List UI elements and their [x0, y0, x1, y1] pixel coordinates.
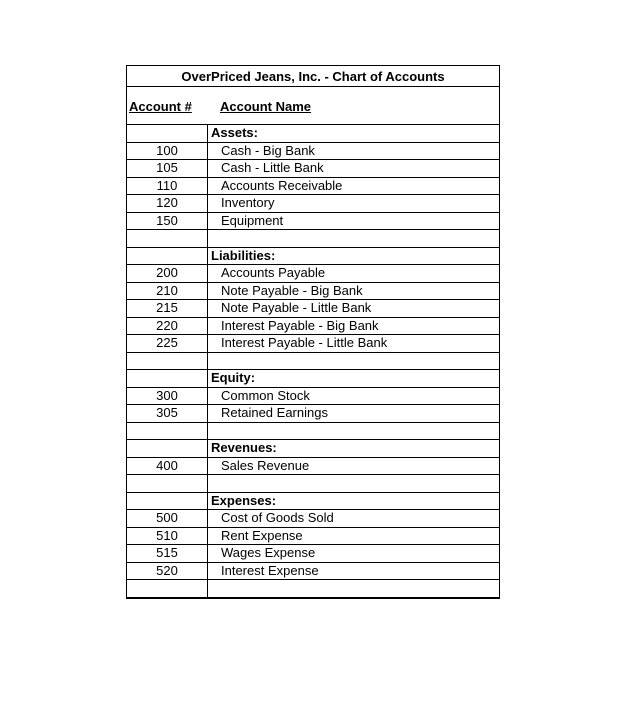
account-number: 515 — [156, 545, 178, 560]
section-label: Revenues: — [211, 440, 277, 455]
account-row — [127, 160, 499, 178]
section-row — [127, 248, 499, 266]
account-name: Equipment — [221, 212, 284, 228]
account-row — [127, 458, 499, 476]
account-number: 300 — [156, 387, 178, 403]
account-name-header: Account Name — [220, 99, 312, 114]
account-name: Sales Revenue — [221, 457, 310, 473]
account-number: 510 — [156, 527, 178, 543]
account-name: Accounts Payable — [221, 265, 326, 280]
account-row — [127, 388, 499, 406]
account-number: 200 — [156, 265, 178, 280]
account-row — [127, 335, 499, 353]
account-row — [127, 265, 499, 283]
account-number: 150 — [156, 212, 178, 228]
account-number: 400 — [156, 457, 178, 473]
account-number: 520 — [156, 562, 178, 578]
blank-row — [127, 580, 499, 598]
blank-row — [127, 423, 499, 441]
blank-row — [127, 230, 499, 248]
account-number: 220 — [156, 317, 178, 333]
account-number: 225 — [156, 335, 178, 350]
section-label: Assets: — [211, 125, 258, 140]
account-number: 305 — [156, 405, 178, 420]
account-name: Note Payable - Big Bank — [221, 282, 363, 298]
account-name: Rent Expense — [221, 527, 303, 543]
blank-row — [127, 475, 499, 493]
account-name: Interest Payable - Little Bank — [221, 335, 388, 350]
account-row — [127, 405, 499, 423]
account-name: Cash - Little Bank — [221, 160, 324, 175]
account-row — [127, 143, 499, 161]
account-name: Interest Expense — [221, 562, 319, 578]
account-name: Inventory — [221, 195, 275, 210]
account-name: Retained Earnings — [221, 405, 328, 420]
account-name: Interest Payable - Big Bank — [221, 317, 379, 333]
account-row — [127, 300, 499, 318]
section-row — [127, 370, 499, 388]
account-row — [127, 528, 499, 546]
account-row — [127, 178, 499, 196]
account-name: Wages Expense — [221, 545, 316, 560]
account-name: Common Stock — [221, 387, 310, 403]
account-number: 215 — [156, 300, 178, 315]
account-name: Cash - Big Bank — [221, 142, 315, 158]
account-name: Cost of Goods Sold — [221, 510, 334, 525]
account-row — [127, 563, 499, 581]
account-number: 210 — [156, 282, 178, 298]
account-row — [127, 510, 499, 528]
section-label: Expenses: — [211, 492, 277, 508]
account-rows — [127, 125, 499, 598]
account-row — [127, 283, 499, 301]
account-number: 110 — [156, 177, 178, 193]
account-row — [127, 545, 499, 563]
section-label: Equity: — [211, 370, 256, 385]
chart-of-accounts-table — [126, 65, 500, 599]
account-row — [127, 318, 499, 336]
account-name: Accounts Receivable — [221, 177, 343, 193]
account-number-header: Account # — [129, 99, 192, 114]
account-name: Note Payable - Little Bank — [221, 300, 372, 315]
section-row — [127, 125, 499, 143]
blank-row — [127, 353, 499, 371]
section-label: Liabilities: — [211, 247, 276, 263]
account-row — [127, 213, 499, 231]
account-number: 105 — [156, 160, 178, 175]
section-row — [127, 493, 499, 511]
account-number: 120 — [156, 195, 178, 210]
account-number: 500 — [156, 510, 178, 525]
section-row — [127, 440, 499, 458]
account-number: 100 — [156, 142, 178, 158]
page-title: OverPriced Jeans, Inc. - Chart of Accounts — [127, 66, 499, 87]
account-row — [127, 195, 499, 213]
